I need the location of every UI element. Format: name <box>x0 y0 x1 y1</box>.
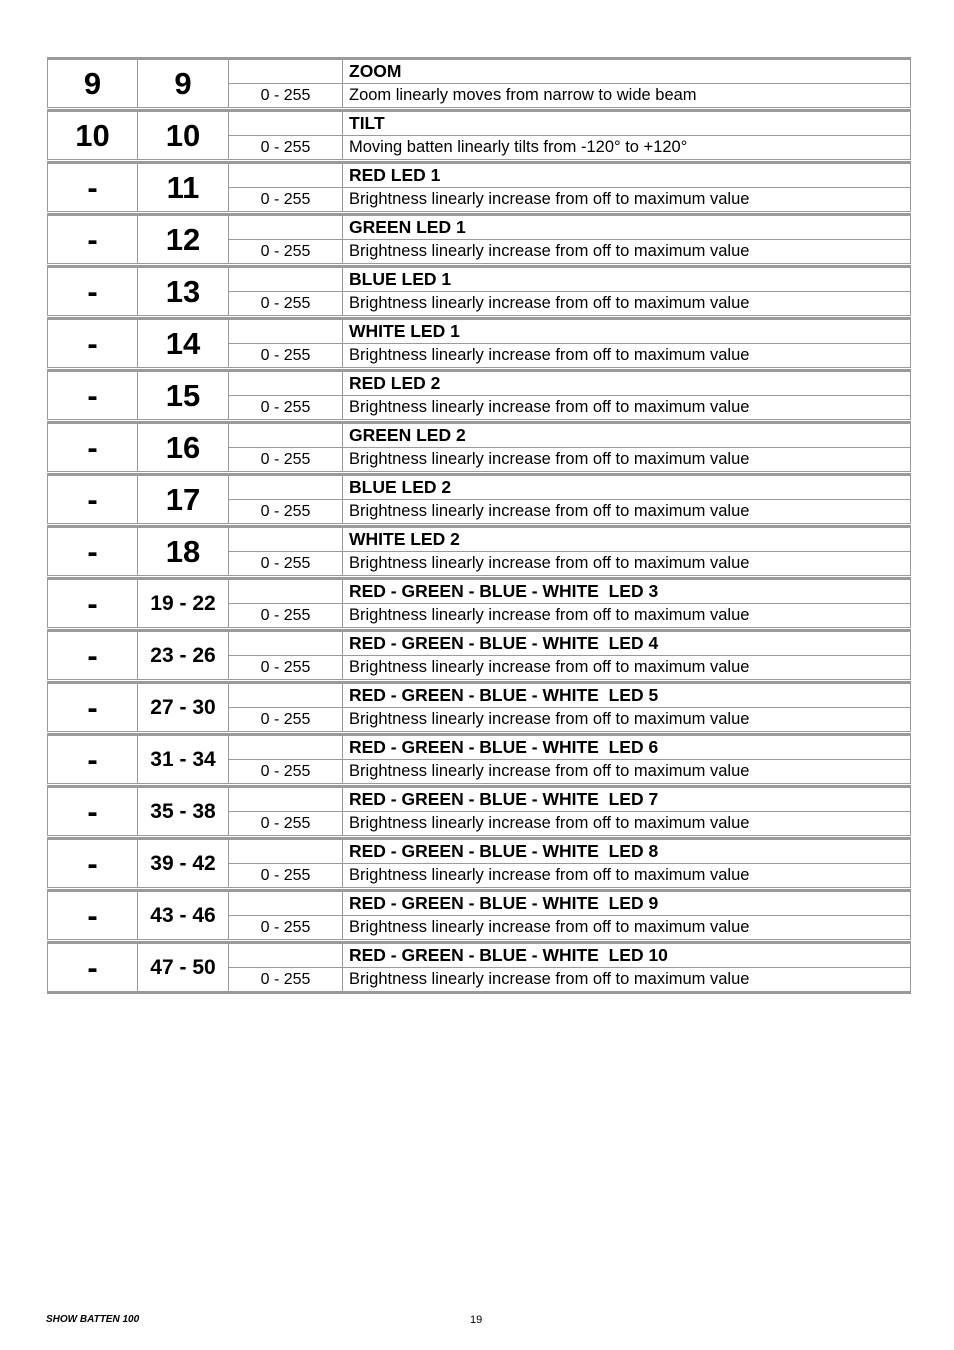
channel-mode2: 35 - 38 <box>138 788 229 835</box>
channel-row <box>47 473 911 524</box>
function-description: Brightness linearly increase from off to maximum value <box>343 292 911 315</box>
channel-row <box>47 421 911 472</box>
function-description: Zoom linearly moves from narrow to wide beam <box>343 84 911 107</box>
function-description: Brightness linearly increase from off to maximum value <box>343 708 911 731</box>
empty-cell <box>229 164 343 188</box>
function-name: TILT <box>343 112 911 136</box>
function-name: ZOOM <box>343 60 911 84</box>
empty-cell <box>229 788 343 812</box>
channel-mode1: - <box>47 580 138 627</box>
function-name: GREEN LED 1 <box>343 216 911 240</box>
dmx-value-range: 0 - 255 <box>229 448 343 471</box>
channel-mode2: 16 <box>138 424 229 471</box>
channel-mode2: 47 - 50 <box>138 944 229 991</box>
channel-row <box>47 681 911 732</box>
channel-mode1: - <box>47 944 138 991</box>
empty-cell <box>229 632 343 656</box>
function-description: Brightness linearly increase from off to maximum value <box>343 396 911 419</box>
function-name: RED - GREEN - BLUE - WHITE LED 9 <box>343 892 911 916</box>
channel-mode1: - <box>47 736 138 783</box>
channel-mode2: 15 <box>138 372 229 419</box>
channel-row <box>47 629 911 680</box>
channel-mode2: 9 <box>138 60 229 107</box>
function-name: RED - GREEN - BLUE - WHITE LED 7 <box>343 788 911 812</box>
dmx-value-range: 0 - 255 <box>229 396 343 419</box>
function-description: Brightness linearly increase from off to maximum value <box>343 864 911 887</box>
channel-mode1: - <box>47 840 138 887</box>
dmx-value-range: 0 - 255 <box>229 604 343 627</box>
channel-mode1: 10 <box>47 112 138 159</box>
channel-mode2: 27 - 30 <box>138 684 229 731</box>
empty-cell <box>229 60 343 84</box>
function-name: RED - GREEN - BLUE - WHITE LED 3 <box>343 580 911 604</box>
function-description: Brightness linearly increase from off to maximum value <box>343 968 911 991</box>
channel-row <box>47 57 911 108</box>
channel-mode1: - <box>47 216 138 263</box>
function-name: WHITE LED 2 <box>343 528 911 552</box>
channel-mode2: 14 <box>138 320 229 367</box>
dmx-value-range: 0 - 255 <box>229 136 343 159</box>
dmx-value-range: 0 - 255 <box>229 812 343 835</box>
channel-mode2: 11 <box>138 164 229 211</box>
function-description: Brightness linearly increase from off to maximum value <box>343 448 911 471</box>
channel-mode2: 18 <box>138 528 229 575</box>
footer-product-title: SHOW BATTEN 100 <box>46 1314 140 1325</box>
empty-cell <box>229 424 343 448</box>
channel-mode1: - <box>47 164 138 211</box>
channel-mode2: 23 - 26 <box>138 632 229 679</box>
empty-cell <box>229 372 343 396</box>
channel-mode1: - <box>47 632 138 679</box>
empty-cell <box>229 528 343 552</box>
channel-mode2: 39 - 42 <box>138 840 229 887</box>
dmx-value-range: 0 - 255 <box>229 656 343 679</box>
channel-mode2: 13 <box>138 268 229 315</box>
channel-mode1: - <box>47 476 138 523</box>
channel-row <box>47 213 911 264</box>
channel-mode1: - <box>47 372 138 419</box>
dmx-value-range: 0 - 255 <box>229 864 343 887</box>
function-name: RED - GREEN - BLUE - WHITE LED 6 <box>343 736 911 760</box>
function-name: RED - GREEN - BLUE - WHITE LED 10 <box>343 944 911 968</box>
function-name: BLUE LED 2 <box>343 476 911 500</box>
dmx-channel-table <box>47 57 911 994</box>
function-description: Brightness linearly increase from off to maximum value <box>343 916 911 939</box>
empty-cell <box>229 684 343 708</box>
channel-mode2: 10 <box>138 112 229 159</box>
channel-row <box>47 161 911 212</box>
dmx-value-range: 0 - 255 <box>229 968 343 991</box>
empty-cell <box>229 736 343 760</box>
empty-cell <box>229 268 343 292</box>
empty-cell <box>229 216 343 240</box>
function-description: Brightness linearly increase from off to maximum value <box>343 240 911 263</box>
page-number: 19 <box>470 1314 483 1326</box>
empty-cell <box>229 892 343 916</box>
function-name: BLUE LED 1 <box>343 268 911 292</box>
channel-mode2: 43 - 46 <box>138 892 229 939</box>
channel-row <box>47 577 911 628</box>
function-name: WHITE LED 1 <box>343 320 911 344</box>
channel-mode2: 31 - 34 <box>138 736 229 783</box>
dmx-value-range: 0 - 255 <box>229 188 343 211</box>
empty-cell <box>229 944 343 968</box>
dmx-value-range: 0 - 255 <box>229 240 343 263</box>
empty-cell <box>229 580 343 604</box>
empty-cell <box>229 476 343 500</box>
channel-row <box>47 109 911 160</box>
dmx-value-range: 0 - 255 <box>229 292 343 315</box>
channel-mode1: - <box>47 684 138 731</box>
channel-mode2: 17 <box>138 476 229 523</box>
function-description: Brightness linearly increase from off to maximum value <box>343 760 911 783</box>
channel-row <box>47 265 911 316</box>
function-name: RED - GREEN - BLUE - WHITE LED 8 <box>343 840 911 864</box>
function-description: Brightness linearly increase from off to maximum value <box>343 656 911 679</box>
channel-row <box>47 889 911 940</box>
channel-mode1: - <box>47 528 138 575</box>
function-name: GREEN LED 2 <box>343 424 911 448</box>
dmx-value-range: 0 - 255 <box>229 552 343 575</box>
channel-mode1: - <box>47 268 138 315</box>
empty-cell <box>229 112 343 136</box>
channel-row <box>47 837 911 888</box>
function-description: Brightness linearly increase from off to maximum value <box>343 344 911 367</box>
function-name: RED - GREEN - BLUE - WHITE LED 5 <box>343 684 911 708</box>
dmx-value-range: 0 - 255 <box>229 500 343 523</box>
dmx-value-range: 0 - 255 <box>229 760 343 783</box>
channel-row <box>47 785 911 836</box>
channel-mode1: - <box>47 788 138 835</box>
dmx-value-range: 0 - 255 <box>229 344 343 367</box>
function-description: Moving batten linearly tilts from -120° to +120° <box>343 136 911 159</box>
function-description: Brightness linearly increase from off to maximum value <box>343 552 911 575</box>
channel-mode1: - <box>47 892 138 939</box>
channel-mode1: 9 <box>47 60 138 107</box>
channel-row <box>47 525 911 576</box>
function-name: RED LED 1 <box>343 164 911 188</box>
dmx-value-range: 0 - 255 <box>229 916 343 939</box>
channel-row <box>47 941 911 994</box>
empty-cell <box>229 320 343 344</box>
dmx-value-range: 0 - 255 <box>229 708 343 731</box>
function-description: Brightness linearly increase from off to maximum value <box>343 188 911 211</box>
function-description: Brightness linearly increase from off to maximum value <box>343 500 911 523</box>
channel-row <box>47 317 911 368</box>
channel-mode1: - <box>47 320 138 367</box>
channel-row <box>47 733 911 784</box>
function-name: RED LED 2 <box>343 372 911 396</box>
empty-cell <box>229 840 343 864</box>
function-description: Brightness linearly increase from off to maximum value <box>343 604 911 627</box>
function-name: RED - GREEN - BLUE - WHITE LED 4 <box>343 632 911 656</box>
dmx-value-range: 0 - 255 <box>229 84 343 107</box>
channel-mode1: - <box>47 424 138 471</box>
channel-row <box>47 369 911 420</box>
channel-mode2: 12 <box>138 216 229 263</box>
function-description: Brightness linearly increase from off to maximum value <box>343 812 911 835</box>
channel-mode2: 19 - 22 <box>138 580 229 627</box>
